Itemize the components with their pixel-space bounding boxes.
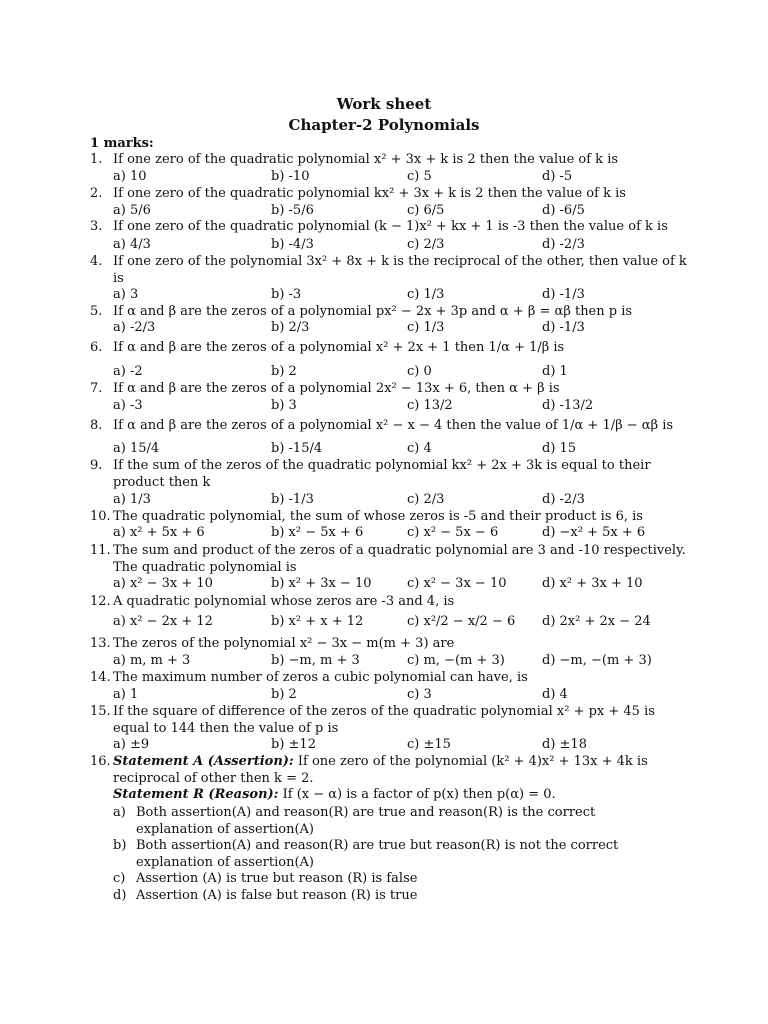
- question-number: 14.: [90, 670, 111, 685]
- question-number: 7.: [90, 381, 103, 396]
- question-number: 3.: [90, 219, 103, 234]
- option-b: b) -15/4: [271, 441, 323, 456]
- option-a: a) 5/6: [113, 203, 151, 218]
- question-text: If the square of difference of the zeros of the quadratic polynomial x² + px + 45 is equal to 144 then the value of p is: [113, 704, 655, 736]
- option-b: b) -4/3: [271, 237, 314, 252]
- options-row: [113, 576, 713, 592]
- question-number: 12.: [90, 594, 111, 609]
- option-c: c) 6/5: [407, 203, 445, 218]
- question-number: 11.: [90, 543, 111, 558]
- option-c: c) m, −(m + 3): [407, 653, 505, 668]
- question-number: 16.: [90, 754, 111, 769]
- option-a: a) 15/4: [113, 441, 160, 456]
- option-b: b) 2/3: [271, 320, 310, 335]
- options-row: [113, 203, 713, 219]
- question-number: 1.: [90, 152, 103, 167]
- option-d: d) -2/3: [542, 492, 585, 507]
- option-c: c) 1/3: [407, 320, 445, 335]
- worksheet-page: Work sheet Chapter-2 Polynomials 1 marks: 1. If one zero of the quadratic polynomial x² + 3x + k is 2 then the value of k is a) 10 b) -10 c) 5 d) -5 2. If one zero of the quadratic polynomial kx² + 3x + k is 2 then the value of k is a) 5/6 b) -5/6 c) 6/5 d) -6/5 3. If one zero of the quadratic polynomial (k − 1)x² + kx + 1 is -3 then the value of k is a) 4/3 b) -4/3 c) 2/3 d) -2/3 4. If one zero of the polynomial 3x² + 8x + k is the reciprocal of the other, then value of k is a) 3 b) -3 c) 1/3 d) -1/3 5. If α and β are the zeros of a polynomial px² − 2x + 3p and α + β = αβ then p is a) -2/3 b) 2/3 c) 1/3 d) -1/3 6. If α and β are the zeros of a polynomial x² + 2x + 1 then 1/α + 1/β is a) -2 b) 2 c) 0 d) 1 7. If α and β are the zeros of a polynomial 2x² − 13x + 6, then α + β is a) -3 b) 3 c) 13/2 d) -13/2 8. If α and β are the zeros of a polynomial x² − x − 4 then the value of 1/α + 1/β − αβ is a) 15/4 b) -15/4 c) 4 d) 15 9. If the sum of the zeros of the quadratic polynomial kx² + 2x + 3k is equal to their product then k a) 1/3 b) -1/3 c) 2/3 d) -2/3 10. The quadratic polynomial, the sum of whose zeros is -5 and their product is 6, is a) x² + 5x + 6 b) x² − 5x + 6 c) x² − 5x − 6 d) −x² + 5x + 6 11. The sum and product of the zeros of a quadratic polynomial are 3 and -10 respectively. The quadratic polynomial is a) x² − 3x + 10 b) x² + 3x − 10 c) x² − 3x − 10 d) x² + 3x + 10 12. A quadratic polynomial whose zeros are -3 and 4, is a) x² − 2x + 12 b) x² + x + 12 c) x²/2 − x/2 − 6 d) 2x² + 2x − 24 13. The zeros of the polynomial x² − 3x − m(m + 3) are a) m, m + 3 b) −m, m + 3 c) m, −(m + 3) d) −m, −(m + 3) 14. The maximum number of zeros a cubic polynomial can have, is a) 1 b) 2 c) 3 d) 4 15. If the square of difference of the zeros of the quadratic polynomial x² + px + 45 is equal to 144 then the value of p is a) ±9 b) ±12 c) ±15 d) ±18 16. Statement A (Assertion): If one zero of the polynomial (k² + 4)x² + 13x + 4k is reciprocal of other then k = 2. Statement R (Reason): If (x − α) is a factor of p(x) then p(α) = 0. a) Both assertion(A) and reason(R) are true and reason(R) is the correct explanation of assertion(A) b) Both assertion(A) and reason(R) are true but reason(R) is not the correct explanation of assertion(A) c) Assertion (A) is true but reason (R) is false d) Assertion (A) is false but reason (R) is true: [0, 0, 768, 1024]
- options-row: [113, 441, 713, 457]
- option-b: b) x² + x + 12: [271, 614, 364, 629]
- option-b: b) -3: [271, 287, 302, 302]
- question-number: 6.: [90, 340, 103, 355]
- option-a: a) 1/3: [113, 492, 151, 507]
- option-a: a) 10: [113, 169, 147, 184]
- question-text: If α and β are the zeros of a polynomial 2x² − 13x + 6, then α + β is: [113, 381, 560, 396]
- question-text: If α and β are the zeros of a polynomial x² − x − 4 then the value of 1/α + 1/β − αβ is: [113, 418, 674, 433]
- option-b: b) -5/6: [271, 203, 314, 218]
- question-text: If α and β are the zeros of a polynomial px² − 2x + 3p and α + β = αβ then p is: [113, 304, 633, 319]
- option-c: c) 5: [407, 169, 432, 184]
- option-d: d) -5: [542, 169, 573, 184]
- option-c: c) 0: [407, 364, 432, 379]
- option-c: c) x²/2 − x/2 − 6: [407, 614, 516, 629]
- options-row: [113, 287, 713, 303]
- options-row: [113, 687, 713, 703]
- option-c: c) 4: [407, 441, 432, 456]
- option-c: c) x² − 5x − 6: [407, 525, 499, 540]
- option-b: b) −m, m + 3: [271, 653, 360, 668]
- option-b: b) x² − 5x + 6: [271, 525, 364, 540]
- options-row: [113, 614, 713, 630]
- option-a: a) x² − 2x + 12: [113, 614, 213, 629]
- option-c: c) ±15: [407, 737, 451, 752]
- option-d: d) -1/3: [542, 287, 585, 302]
- option-d: d) 2x² + 2x − 24: [542, 614, 651, 629]
- question-number: 13.: [90, 636, 111, 651]
- option-b: b) 2: [271, 364, 297, 379]
- question-text: The maximum number of zeros a cubic polynomial can have, is: [113, 670, 528, 685]
- question-text: If one zero of the quadratic polynomial (k − 1)x² + kx + 1 is -3 then the value of k is: [113, 219, 668, 234]
- assertion-label: Statement A (Assertion):: [113, 754, 294, 769]
- question-text: A quadratic polynomial whose zeros are -3 and 4, is: [113, 594, 455, 609]
- option-d: d) -2/3: [542, 237, 585, 252]
- reason-text: If (x − α) is a factor of p(x) then p(α) = 0.: [282, 787, 556, 802]
- option-a: a) -3: [113, 398, 143, 413]
- section-heading: 1 marks:: [90, 136, 154, 151]
- assertion-text: If one zero of the polynomial (k² + 4)x² + 13x + 4k is reciprocal of other then k = 2.: [113, 754, 648, 786]
- options-row: [113, 398, 713, 414]
- options-row: [113, 737, 713, 753]
- option-b: b) -1/3: [271, 492, 314, 507]
- option-d: d) 1: [542, 364, 568, 379]
- option-a: a) -2: [113, 364, 143, 379]
- option-d: d) ±18: [542, 737, 587, 752]
- options-row: [113, 525, 713, 541]
- option-a: a) x² − 3x + 10: [113, 576, 213, 591]
- option-b: b) -10: [271, 169, 310, 184]
- option-a: a) -2/3: [113, 320, 156, 335]
- options-row: [113, 364, 713, 380]
- option-b: b) ±12: [271, 737, 316, 752]
- page-title: Work sheet: [336, 95, 432, 113]
- option-a: a) ±9: [113, 737, 150, 752]
- option-c: c) 2/3: [407, 237, 445, 252]
- option-a: a) 3: [113, 287, 139, 302]
- question-text: If one zero of the quadratic polynomial kx² + 3x + k is 2 then the value of k is: [113, 186, 626, 201]
- question-number: 8.: [90, 418, 103, 433]
- question-text: If one zero of the quadratic polynomial x² + 3x + k is 2 then the value of k is: [113, 152, 619, 167]
- question-text: If α and β are the zeros of a polynomial x² + 2x + 1 then 1/α + 1/β is: [113, 340, 565, 355]
- options-row: [113, 169, 713, 185]
- question-number: 9.: [90, 458, 103, 473]
- option-d: d) −m, −(m + 3): [542, 653, 652, 668]
- question-text: If one zero of the polynomial 3x² + 8x + k is the reciprocal of the other, then value of k is: [113, 254, 687, 286]
- option-d: d) -6/5: [542, 203, 585, 218]
- option-a: a) x² + 5x + 6: [113, 525, 205, 540]
- question-number: 5.: [90, 304, 103, 319]
- option-c: c) 2/3: [407, 492, 445, 507]
- option-c: c) 1/3: [407, 287, 445, 302]
- options-row: [113, 653, 713, 669]
- option-d: d) -1/3: [542, 320, 585, 335]
- question-number: 10.: [90, 509, 111, 524]
- option-d: d) −x² + 5x + 6: [542, 525, 646, 540]
- question-text: The sum and product of the zeros of a quadratic polynomial are 3 and -10 respectively. The quadratic polynomial is: [113, 543, 686, 575]
- question-number: 15.: [90, 704, 111, 719]
- option-a: a) m, m + 3: [113, 653, 191, 668]
- page-subtitle: Chapter-2 Polynomials: [288, 116, 480, 134]
- option-b: b) 2: [271, 687, 297, 702]
- question-number: 4.: [90, 254, 103, 269]
- option-c: c) x² − 3x − 10: [407, 576, 507, 591]
- option-a: a) 1: [113, 687, 139, 702]
- option-b: b) x² + 3x − 10: [271, 576, 372, 591]
- option-a: a) 4/3: [113, 237, 151, 252]
- options-row: [113, 320, 713, 336]
- option-d: d) x² + 3x + 10: [542, 576, 643, 591]
- options-row: [113, 492, 713, 508]
- reason-label: Statement R (Reason):: [113, 787, 279, 802]
- option-b: b) 3: [271, 398, 297, 413]
- question-text: The quadratic polynomial, the sum of whose zeros is -5 and their product is 6, is: [113, 509, 643, 524]
- question-text: If the sum of the zeros of the quadratic polynomial kx² + 2x + 3k is equal to their product then k: [113, 458, 651, 490]
- option-c: c) 3: [407, 687, 432, 702]
- question-number: 2.: [90, 186, 103, 201]
- option-d: d) 15: [542, 441, 577, 456]
- option-d: d) 4: [542, 687, 568, 702]
- options-row: [113, 237, 713, 253]
- option-c: c) 13/2: [407, 398, 453, 413]
- option-d: d) -13/2: [542, 398, 594, 413]
- question-text: The zeros of the polynomial x² − 3x − m(m + 3) are: [113, 636, 455, 651]
